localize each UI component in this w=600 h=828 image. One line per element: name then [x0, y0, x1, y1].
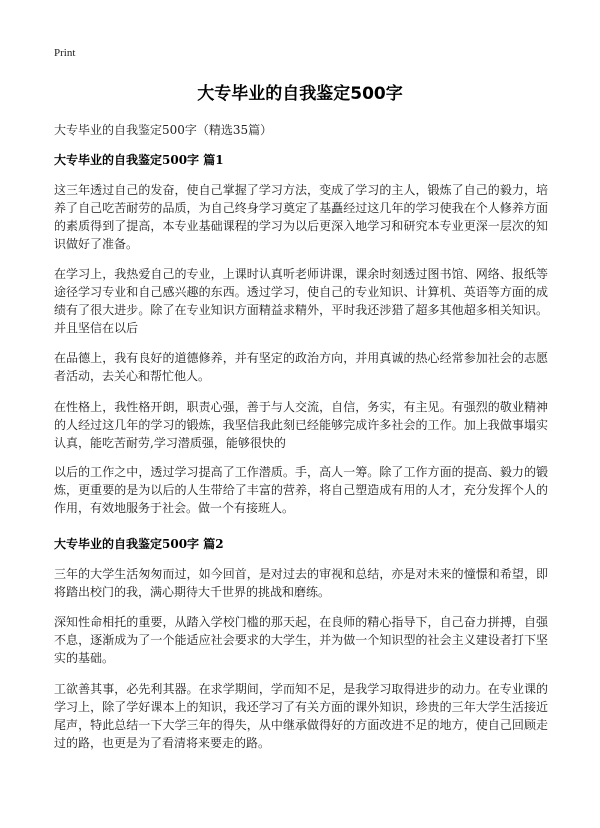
- section-heading-1: 大专毕业的自我鉴定500字 篇1: [54, 153, 224, 167]
- page-subtitle: 大专毕业的自我鉴定500字（精选35篇）: [54, 123, 273, 137]
- paragraph: 在学习上，我热爱自己的专业，上课时认真听老师讲课，课余时刻透过图书馆、网络、报纸等途径学习专业和自己感兴趣的东西。透过学习，使自己的专业知识、计算机、英语等方面的成绩有了很大进步。除了在专业知识方面精益求精外，平时我还涉猎了超多其他超多相关知识。并且坚信在以后: [54, 267, 548, 335]
- paragraph: 三年的大学生活匆匆而过，如今回首，是对过去的审视和总结，亦是对未来的憧憬和希望，即将踏出校门的我，满心期待大千世界的挑战和磨练。: [54, 567, 548, 599]
- paragraph: 工欲善其事，必先利其器。在求学期间，学而知不足，是我学习取得进步的动力。在专业课的学习上，除了学好课本上的知识，我还学习了有关方面的课外知识，珍贵的三年大学生活接近尾声，特此总结一下大学三年的得失，从中继承做得好的方面改进不足的地方，使自己回顾走过的路，也更是为了看清将来要走的路。: [54, 682, 548, 750]
- paragraph: 在性格上，我性格开朗，职责心强，善于与人交流，自信，务实，有主见。有强烈的敬业精神的人经过这几年的学习的锻炼，我坚信我此刻已经能够完成许多社会的工作。加上我做事塌实认真，能吃苦耐劳,学习潜质强，能够很快的: [54, 400, 548, 450]
- page-title: 大专毕业的自我鉴定500字: [197, 84, 403, 104]
- paragraph: 在品德上，我有良好的道德修养，并有坚定的政治方向，并用真诚的热心经常参加社会的志愿者活动，去关心和帮忙他人。: [54, 351, 548, 383]
- print-link[interactable]: Print: [54, 47, 76, 59]
- paragraph: 深知性命相托的重要，从踏入学校门槛的那天起，在良师的精心指导下，自己奋力拼搏，自强不息，逐渐成为了一个能适应社会要求的大学生，并为做一个知识型的社会主义建设者打下坚实的基础。: [54, 615, 548, 665]
- paragraph: 以后的工作之中，透过学习提高了工作潜质。手，高人一筹。除了工作方面的提高、毅力的锻炼，更重要的是为以后的人生带给了丰富的营养，将自己塑造成有用的人才，充分发挥个人的作用，有效地服务于社会。做一个有接班人。: [54, 465, 548, 515]
- section-heading-2: 大专毕业的自我鉴定500字 篇2: [54, 537, 224, 551]
- paragraph: 这三年透过自己的发奋，使自己掌握了学习方法，变成了学习的主人，锻炼了自己的毅力，培养了自己吃苦耐劳的品质，为自己终身学习奠定了基矗经过这几年的学习使我在个人修养方面的素质得到了提高，本专业基础课程的学习为以后更深入地学习和研究本专业更深一层次的知识做好了准备。: [54, 183, 548, 251]
